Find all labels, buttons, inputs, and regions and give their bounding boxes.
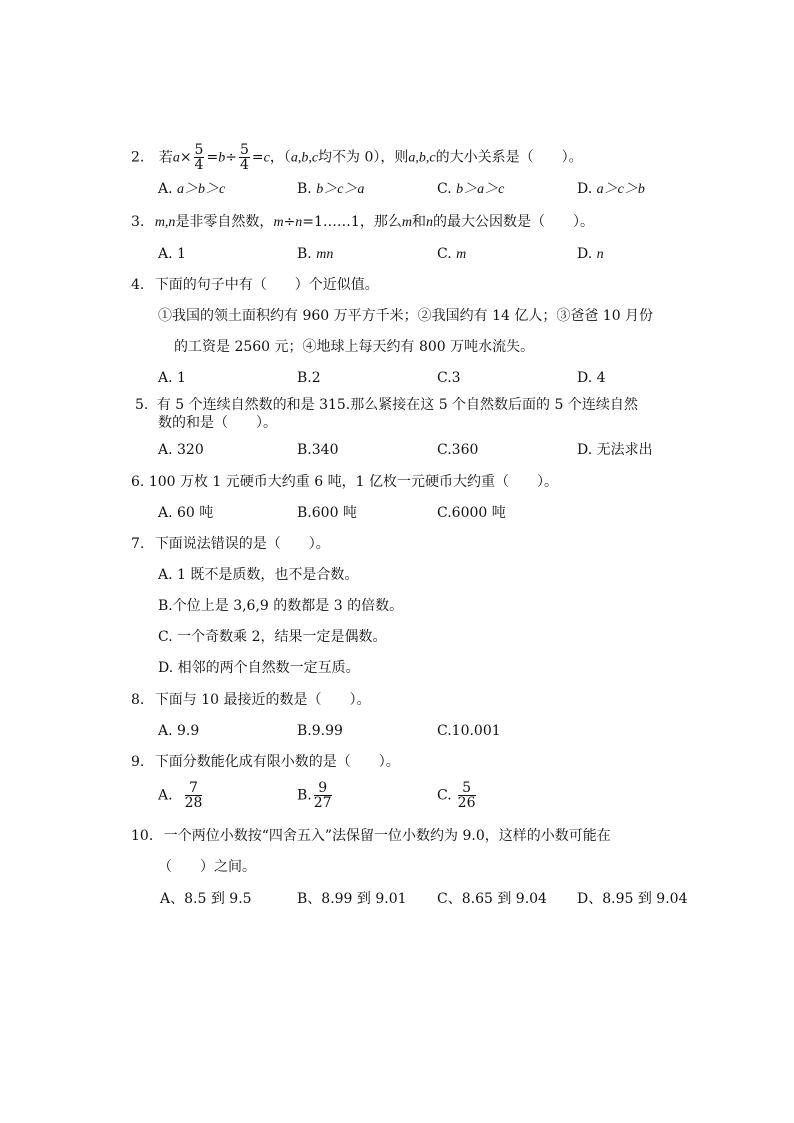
option-text: m	[456, 247, 467, 262]
question-text: =1……1，那么	[302, 214, 402, 230]
option-label: A.	[158, 442, 173, 458]
question-number: 9.	[131, 754, 145, 770]
option-b[interactable]	[297, 781, 334, 810]
option-label: C.	[437, 505, 452, 521]
variable: a,b,c	[408, 150, 436, 166]
option-c[interactable]: C. 一个奇数乘 2，结果一定是偶数。	[158, 629, 387, 645]
operator: ×	[179, 149, 192, 166]
option-text: mn	[316, 247, 334, 262]
question-10	[131, 827, 611, 845]
numerator: 5	[458, 781, 476, 796]
option-text: a＞b＞c	[177, 182, 226, 197]
question-text: 100 万枚 1 元硬币大约重 6 吨，1 亿枚一元硬币大约重（ ）。	[148, 474, 558, 490]
option-label: A.	[158, 181, 173, 197]
question-number: 2.	[131, 149, 145, 166]
variable: b	[218, 150, 226, 166]
question-2	[131, 143, 583, 172]
question-number: 5.	[135, 397, 149, 413]
variable: m,n	[154, 215, 176, 230]
option-label: B.	[297, 246, 312, 262]
question-10-line-2: （ ）之间。	[158, 859, 256, 875]
question-number: 10.	[131, 828, 154, 844]
fraction	[314, 781, 332, 810]
numerator: 7	[185, 781, 203, 796]
operator: ÷	[225, 149, 237, 166]
option-label: A.	[158, 787, 173, 804]
question-number: 6.	[131, 474, 145, 490]
question-5	[135, 396, 638, 414]
question-number: 4.	[131, 277, 145, 293]
option-c[interactable]	[437, 441, 478, 459]
fraction	[185, 781, 203, 810]
option-a[interactable]	[158, 245, 186, 263]
option-b[interactable]	[297, 180, 364, 199]
question-7	[131, 535, 330, 553]
option-d[interactable]	[577, 245, 604, 264]
option-d[interactable]	[577, 441, 653, 459]
denominator: 4	[194, 157, 204, 173]
question-4	[131, 276, 379, 294]
option-text: 320	[177, 442, 204, 458]
option-label: D.	[577, 442, 593, 458]
option-text: 无法求出	[596, 442, 653, 458]
option-label: C.	[437, 723, 452, 739]
option-c[interactable]	[437, 504, 506, 522]
option-d[interactable]	[577, 890, 687, 908]
question-text: 下面说法错误的是（ ）。	[154, 536, 330, 552]
variable: n	[295, 215, 303, 230]
denominator: 28	[184, 795, 203, 811]
variable: a,b,c	[290, 150, 319, 166]
option-c[interactable]	[437, 245, 466, 264]
numerator: 5	[194, 142, 204, 158]
operator: =	[251, 149, 264, 166]
option-text: 8.95 到 9.04	[602, 891, 688, 907]
option-b[interactable]	[297, 504, 357, 522]
option-label: A.	[158, 246, 173, 262]
option-a[interactable]	[160, 890, 252, 908]
option-label: B.	[297, 723, 312, 739]
option-label: C.	[437, 787, 452, 804]
question-text: 下面的句子中有（ ）个近似值。	[154, 277, 379, 293]
option-text: 9.99	[311, 723, 343, 739]
option-text: n	[596, 247, 604, 262]
option-label: A.	[158, 370, 173, 386]
option-label: A.	[158, 723, 173, 739]
question-6	[131, 473, 558, 491]
question-text: 一个两位小数按“四舍五入”法保留一位小数约为 9.0，这样的小数可能在	[163, 828, 611, 844]
option-label: B、	[297, 891, 322, 907]
option-text: 2	[311, 370, 321, 386]
option-label: B.	[297, 505, 312, 521]
option-b[interactable]	[297, 245, 333, 264]
question-text: 下面分数能化成有限小数的是（ ）。	[154, 754, 400, 770]
option-text: 360	[451, 442, 479, 458]
option-text: 8.5 到 9.5	[184, 891, 252, 907]
option-label: B.	[297, 370, 312, 386]
option-text: 6000 吨	[451, 505, 506, 521]
option-label: C.	[437, 442, 452, 458]
question-text: 下面与 10 最接近的数是（ ）。	[154, 692, 371, 708]
operator: ÷	[283, 214, 296, 230]
option-text: b＞c＞a	[316, 182, 365, 197]
option-a[interactable]	[158, 504, 213, 522]
option-b[interactable]	[297, 369, 321, 387]
option-text: b＞a＞c	[456, 182, 505, 197]
variable: a	[172, 150, 180, 166]
variable: m	[273, 215, 284, 230]
option-a[interactable]	[158, 180, 225, 199]
question-number: 7.	[131, 536, 145, 552]
option-text: a＞c＞b	[596, 182, 645, 197]
option-label: C、	[437, 891, 462, 907]
question-text: 有 5 个连续自然数的和是 315.那么紧接在这 5 个自然数后面的 5 个连续自然	[156, 397, 638, 413]
option-text: 8.65 到 9.04	[461, 891, 547, 907]
variable: n	[425, 215, 433, 230]
option-text: 8.99 到 9.01	[321, 891, 407, 907]
denominator: 4	[239, 157, 249, 173]
option-c[interactable]	[437, 369, 461, 387]
denominator: 27	[313, 795, 332, 811]
option-d[interactable]	[577, 180, 645, 199]
operator: =	[206, 149, 219, 166]
variable: c	[263, 150, 270, 166]
question-text: 的大小关系是（ ）。	[435, 149, 583, 166]
option-label: D、	[577, 891, 603, 907]
question-text: 均不为 0），则	[318, 149, 409, 166]
option-a[interactable]	[158, 369, 186, 387]
denominator: 26	[457, 795, 476, 811]
option-c[interactable]	[437, 781, 478, 810]
question-4-statement-line-1: ①我国的领土面积约有 960 万平方千米；②我国约有 14 亿人；③爸爸 10 月份	[158, 308, 654, 324]
option-label: D.	[577, 370, 593, 386]
numerator: 5	[239, 142, 249, 158]
numerator: 9	[314, 781, 332, 796]
option-b[interactable]	[297, 441, 338, 459]
question-5-line-2: 数的和是（ ）。	[158, 415, 277, 431]
option-a[interactable]: A. 1 既不是质数，也不是合数。	[158, 567, 359, 583]
option-b[interactable]	[297, 722, 343, 740]
question-4-statement-line-2: 的工资是 2560 元；④地球上每天约有 800 万吨水流失。	[174, 339, 535, 355]
option-text: 3	[451, 370, 461, 386]
option-text: 340	[311, 442, 339, 458]
option-text: 9.9	[177, 723, 200, 739]
option-label: D.	[577, 181, 593, 197]
question-text: 是非零自然数，	[175, 214, 274, 230]
question-number: 8.	[131, 692, 145, 708]
option-d[interactable]: D. 相邻的两个自然数一定互质。	[158, 660, 360, 676]
question-text: ，（	[269, 149, 291, 166]
question-9	[131, 753, 400, 771]
option-c[interactable]	[437, 180, 504, 199]
option-label: C.	[437, 246, 452, 262]
option-a[interactable]	[158, 441, 204, 459]
question-3	[131, 213, 594, 232]
option-label: B.	[297, 442, 312, 458]
fraction	[194, 143, 205, 172]
question-8	[131, 691, 371, 709]
option-d[interactable]	[577, 369, 606, 387]
option-text: 60 吨	[177, 505, 214, 521]
question-text: 的最大公因数是（ ）。	[432, 214, 594, 230]
option-label: A.	[158, 505, 173, 521]
option-text: 10.001	[451, 723, 501, 739]
option-label: D.	[577, 246, 593, 262]
option-b[interactable]	[297, 890, 407, 908]
option-a[interactable]	[158, 722, 199, 740]
option-text: 4	[596, 370, 606, 386]
option-b[interactable]: B.个位上是 3,6,9 的数都是 3 的倍数。	[158, 598, 404, 614]
option-text: 600 吨	[311, 505, 357, 521]
question-text: 和	[411, 214, 426, 230]
option-label: C.	[437, 370, 452, 386]
fraction	[239, 143, 250, 172]
variable: m	[401, 215, 412, 230]
option-text: 1	[177, 246, 186, 262]
option-a[interactable]	[158, 781, 204, 810]
question-number: 3.	[131, 214, 145, 230]
option-c[interactable]	[437, 890, 547, 908]
option-label: A、	[160, 891, 185, 907]
option-label: C.	[437, 181, 452, 197]
option-c[interactable]	[437, 722, 501, 740]
fraction	[458, 781, 476, 810]
option-label: B.	[297, 181, 312, 197]
option-label: B.	[297, 787, 312, 804]
option-text: 1	[177, 370, 186, 386]
question-text: 若	[158, 149, 173, 166]
